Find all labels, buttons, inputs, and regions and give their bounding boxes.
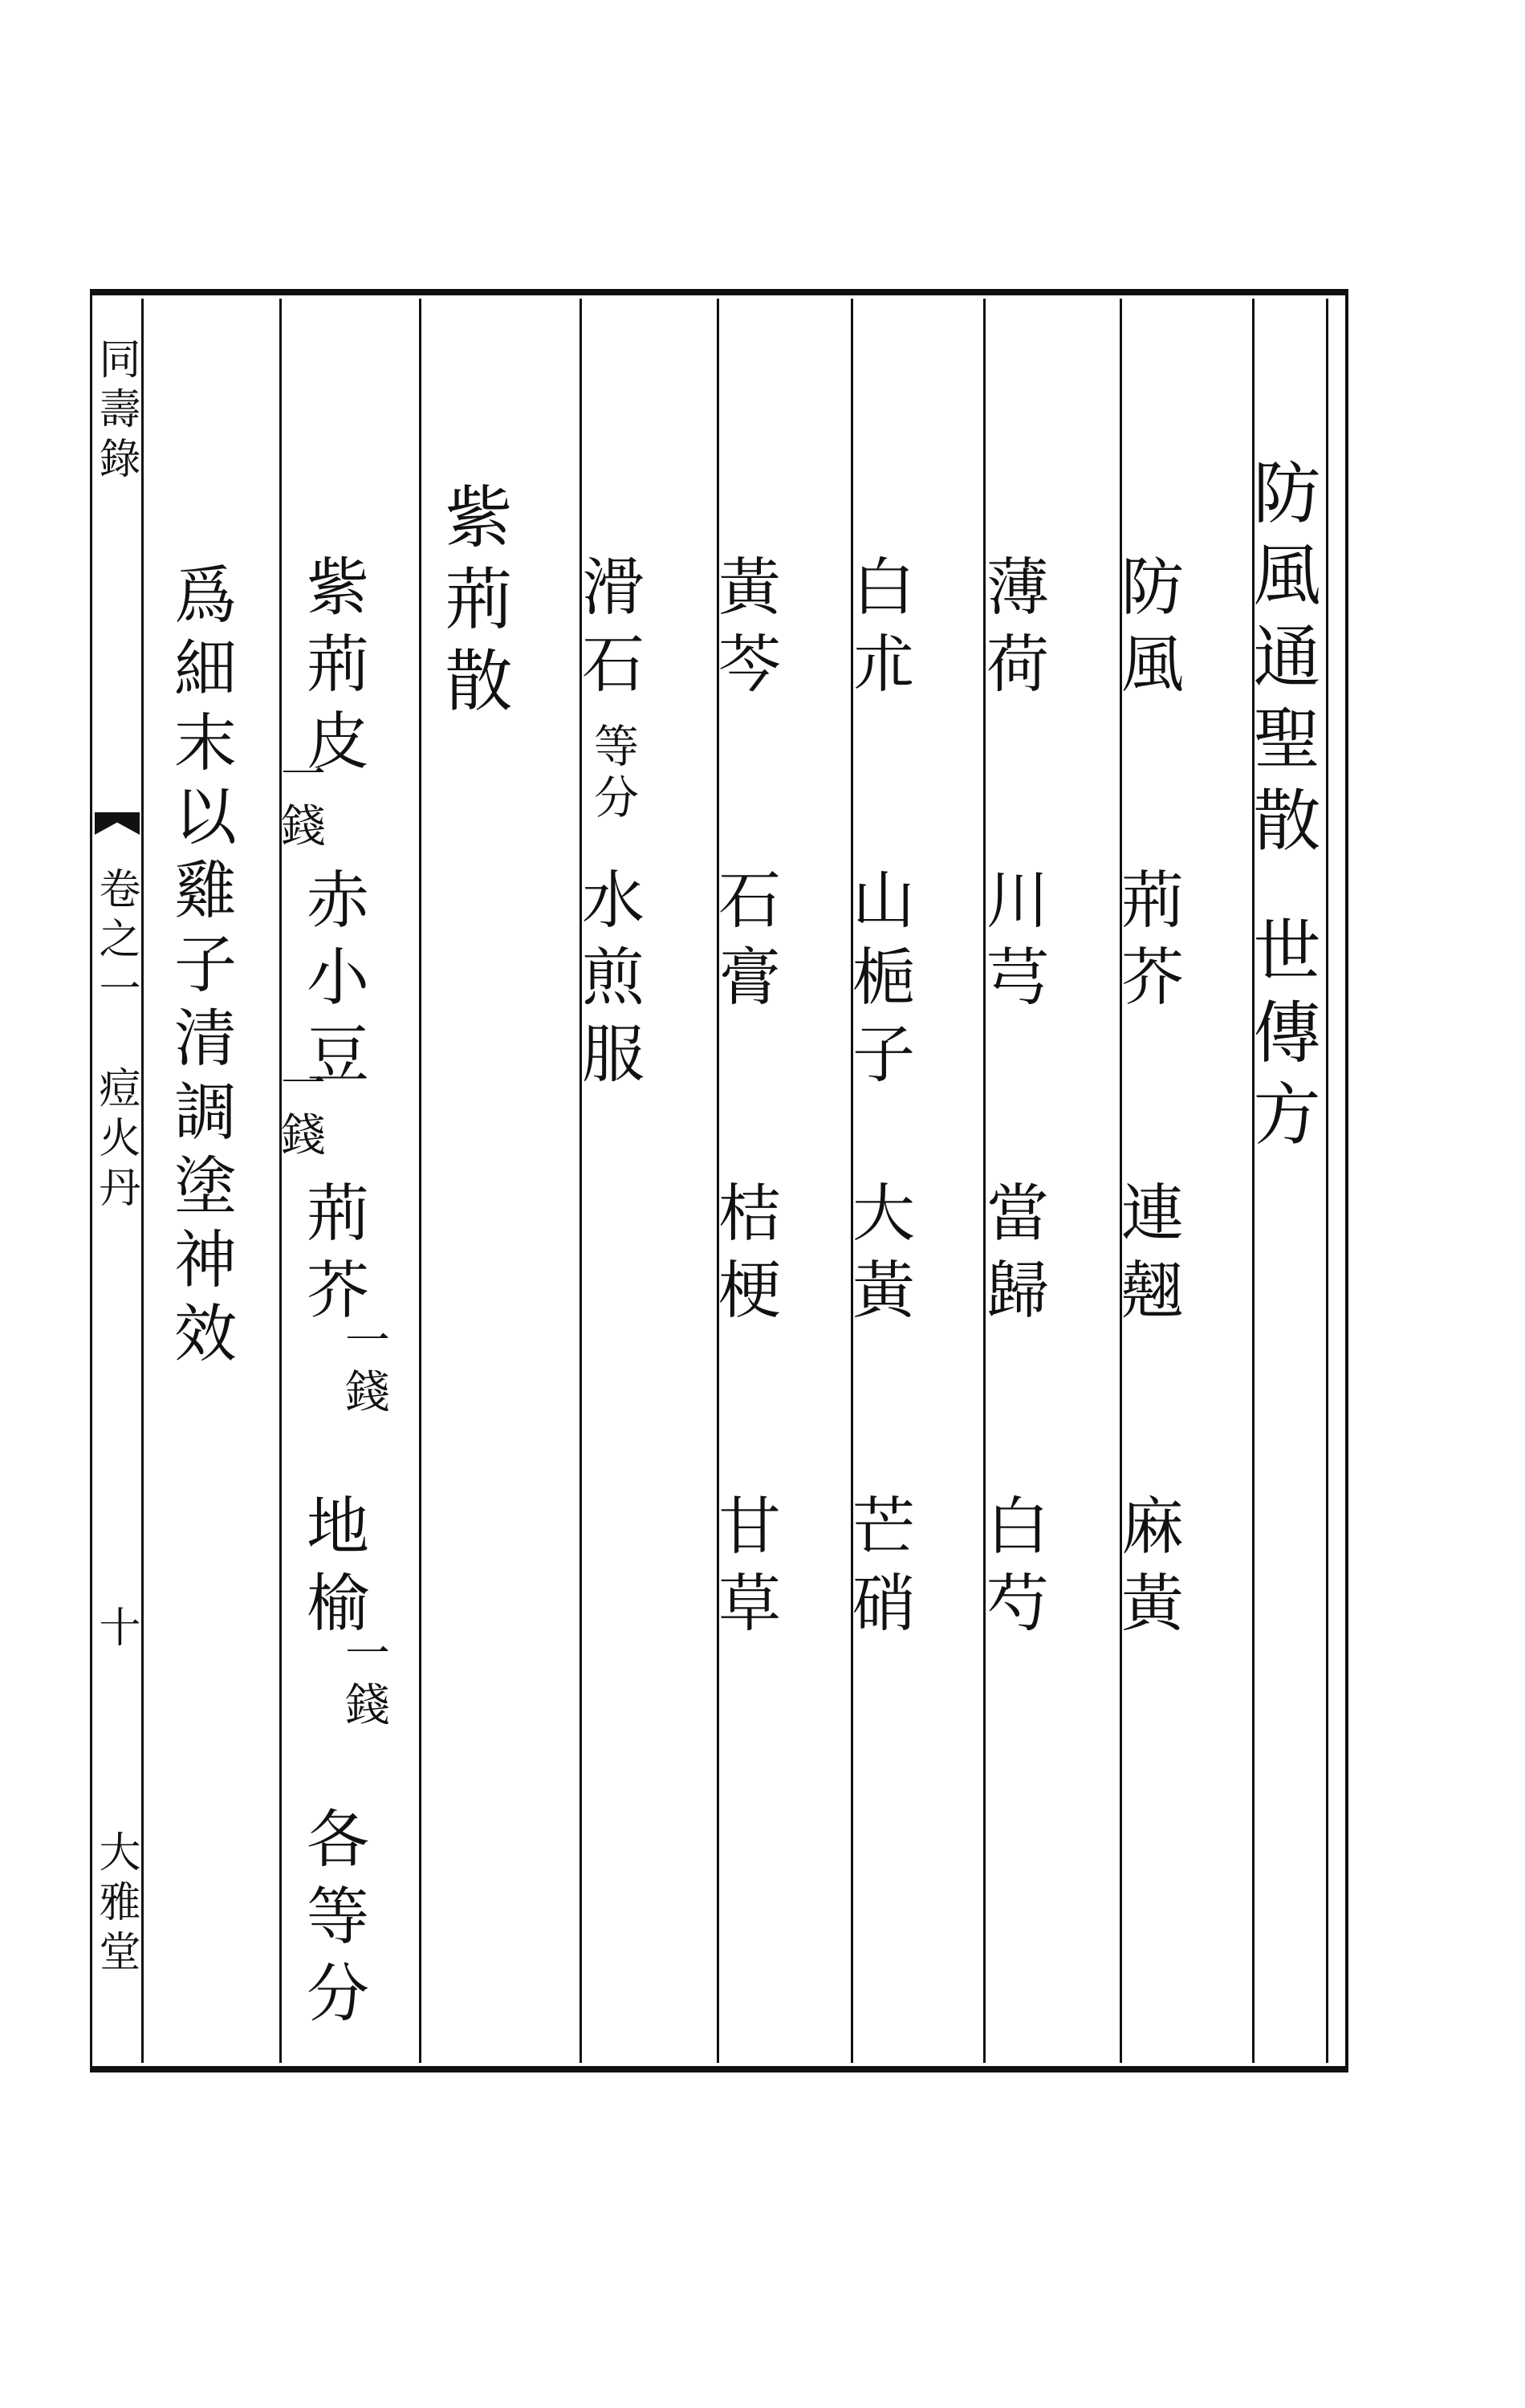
ingredient: 薄荷: [976, 554, 1048, 708]
column-rule: [141, 299, 144, 2063]
ingredient: 荊芥: [1111, 867, 1183, 1021]
recipe-title: 防風通聖散: [1242, 458, 1321, 867]
dosage: 一錢: [274, 750, 326, 853]
ingredient: 白朮: [842, 554, 914, 708]
ingredient: 石膏: [708, 867, 780, 1021]
ingredient: 山梔子: [842, 867, 914, 1098]
dosage-note: 各等分: [296, 1806, 368, 2037]
ingredient: 紫荊皮: [296, 554, 368, 785]
ingredient: 桔梗: [708, 1180, 780, 1334]
ingredient: 川芎: [976, 867, 1048, 1021]
ingredient: 甘草: [708, 1493, 780, 1647]
recipe-source: 世傳方: [1242, 915, 1321, 1161]
ingredient: 滑石: [571, 554, 644, 708]
dosage: 一錢: [338, 1316, 390, 1419]
ingredient: 防風: [1111, 554, 1183, 708]
banxin-chapter: 卷之一 痘火丹: [92, 867, 140, 1215]
ingredient: 黃芩: [708, 554, 780, 708]
ingredient: 大黃: [842, 1180, 914, 1334]
dosage-note: 等分: [587, 722, 639, 825]
dosage: 一錢: [274, 1060, 326, 1162]
preparation-instruction: 水煎服: [571, 867, 644, 1098]
ingredient: 當歸: [976, 1180, 1048, 1334]
ingredient: 連翹: [1111, 1180, 1183, 1334]
frame-inner-line: [1326, 299, 1328, 2063]
banxin-book-title: 同壽錄: [92, 337, 140, 486]
ingredient: 荊芥: [296, 1180, 368, 1334]
column-rule: [419, 299, 421, 2063]
preparation-instruction: 爲細末以雞子清調塗神效: [164, 562, 236, 1374]
column-rule: [279, 299, 282, 2063]
banxin-publisher: 大雅堂: [92, 1830, 140, 1979]
banxin-page-number: 十: [92, 1605, 140, 1655]
recipe-title: 紫荊散: [434, 482, 513, 727]
ingredient: 麻黃: [1111, 1493, 1183, 1647]
ingredient: 芒硝: [842, 1493, 914, 1647]
ingredient: 赤小豆: [296, 867, 368, 1098]
ingredient: 白芍: [976, 1493, 1048, 1647]
ingredient: 地榆: [296, 1493, 368, 1647]
dosage: 一錢: [338, 1629, 390, 1732]
